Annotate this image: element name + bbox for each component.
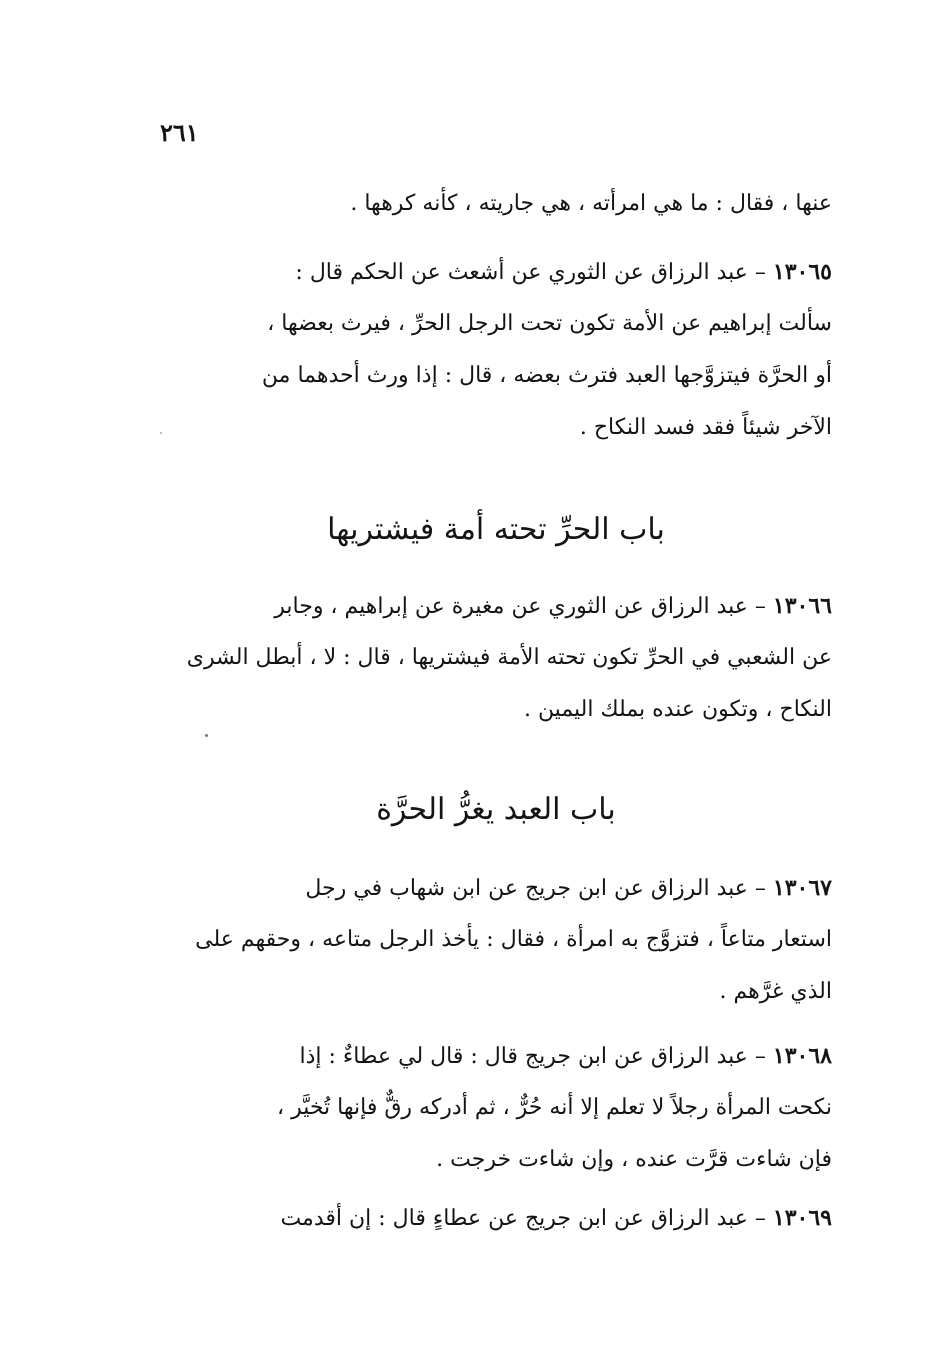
text-line: الآخر شيئاً فقد فسد النكاح . — [579, 415, 832, 440]
text-line: الذي غرَّهم . — [719, 979, 832, 1004]
hadith-number: ١٣٠٦٦ — [772, 593, 832, 619]
paragraph-continuation — [160, 178, 832, 230]
hadith-13069 — [160, 1192, 832, 1244]
hadith-13067 — [160, 862, 832, 1018]
text-line: النكاح ، وتكون عنده بملك اليمين . — [523, 697, 832, 722]
scan-speck — [205, 734, 208, 737]
chapter-heading: باب العبد يغرُّ الحرَّة — [376, 792, 616, 827]
line-text: – عبد الرزاق عن ابن جريج عن عطاءٍ قال : إن أقدمت — [280, 1206, 766, 1231]
hadith-number: ١٣٠٦٩ — [772, 1205, 832, 1231]
text-line — [160, 580, 832, 632]
line-text: – عبد الرزاق عن الثوري عن أشعث عن الحكم قال : — [295, 260, 766, 285]
text-line: نكحت المرأة رجلاً لا تعلم إلا أنه حُرٌّ ، ثم أدركه رقٌّ فإنها تُخيَّر ، — [276, 1095, 832, 1120]
text-line — [160, 862, 832, 914]
hadith-13068 — [160, 1030, 832, 1186]
text-line: أو الحرَّة فيتزوَّجها العبد فترث بعضه ، قال : إذا ورث أحدهما من — [261, 363, 832, 388]
text-line: سألت إبراهيم عن الأمة تكون تحت الرجل الحرِّ ، فيرث بعضها ، — [267, 311, 832, 336]
hadith-number: ١٣٠٦٨ — [772, 1043, 832, 1069]
hadith-number: ١٣٠٦٧ — [772, 875, 832, 901]
chapter-heading: باب الحرِّ تحته أمة فيشتريها — [327, 512, 665, 547]
line-text: – عبد الرزاق عن ابن جريج قال : قال لي عطاءٌ : إذا — [299, 1044, 766, 1069]
scan-speck — [160, 432, 162, 434]
text-line: عن الشعبي في الحرِّ تكون تحته الأمة فيشتريها ، قال : لا ، أبطل الشرى — [186, 645, 832, 670]
hadith-number: ١٣٠٦٥ — [772, 259, 832, 285]
line-text: – عبد الرزاق عن الثوري عن مغيرة عن إبراهيم ، وجابر — [274, 594, 766, 619]
text-line — [160, 1192, 832, 1244]
text-line: استعار متاعاً ، فتزوَّج به امرأة ، فقال : يأخذ الرجل متاعه ، وحقهم على — [195, 927, 832, 952]
hadith-13066 — [160, 580, 832, 736]
text-line — [160, 1030, 832, 1082]
line-text: – عبد الرزاق عن ابن جريج عن ابن شهاب في رجل — [305, 876, 766, 901]
text-line: عنها ، فقال : ما هي امرأته ، هي جاريته ، كأنه كرهها . — [350, 191, 832, 216]
text-line — [160, 246, 832, 298]
page-number: ٢٦١ — [160, 118, 199, 147]
text-line: فإن شاءت قرَّت عنده ، وإن شاءت خرجت . — [436, 1147, 832, 1172]
hadith-13065 — [160, 246, 832, 454]
